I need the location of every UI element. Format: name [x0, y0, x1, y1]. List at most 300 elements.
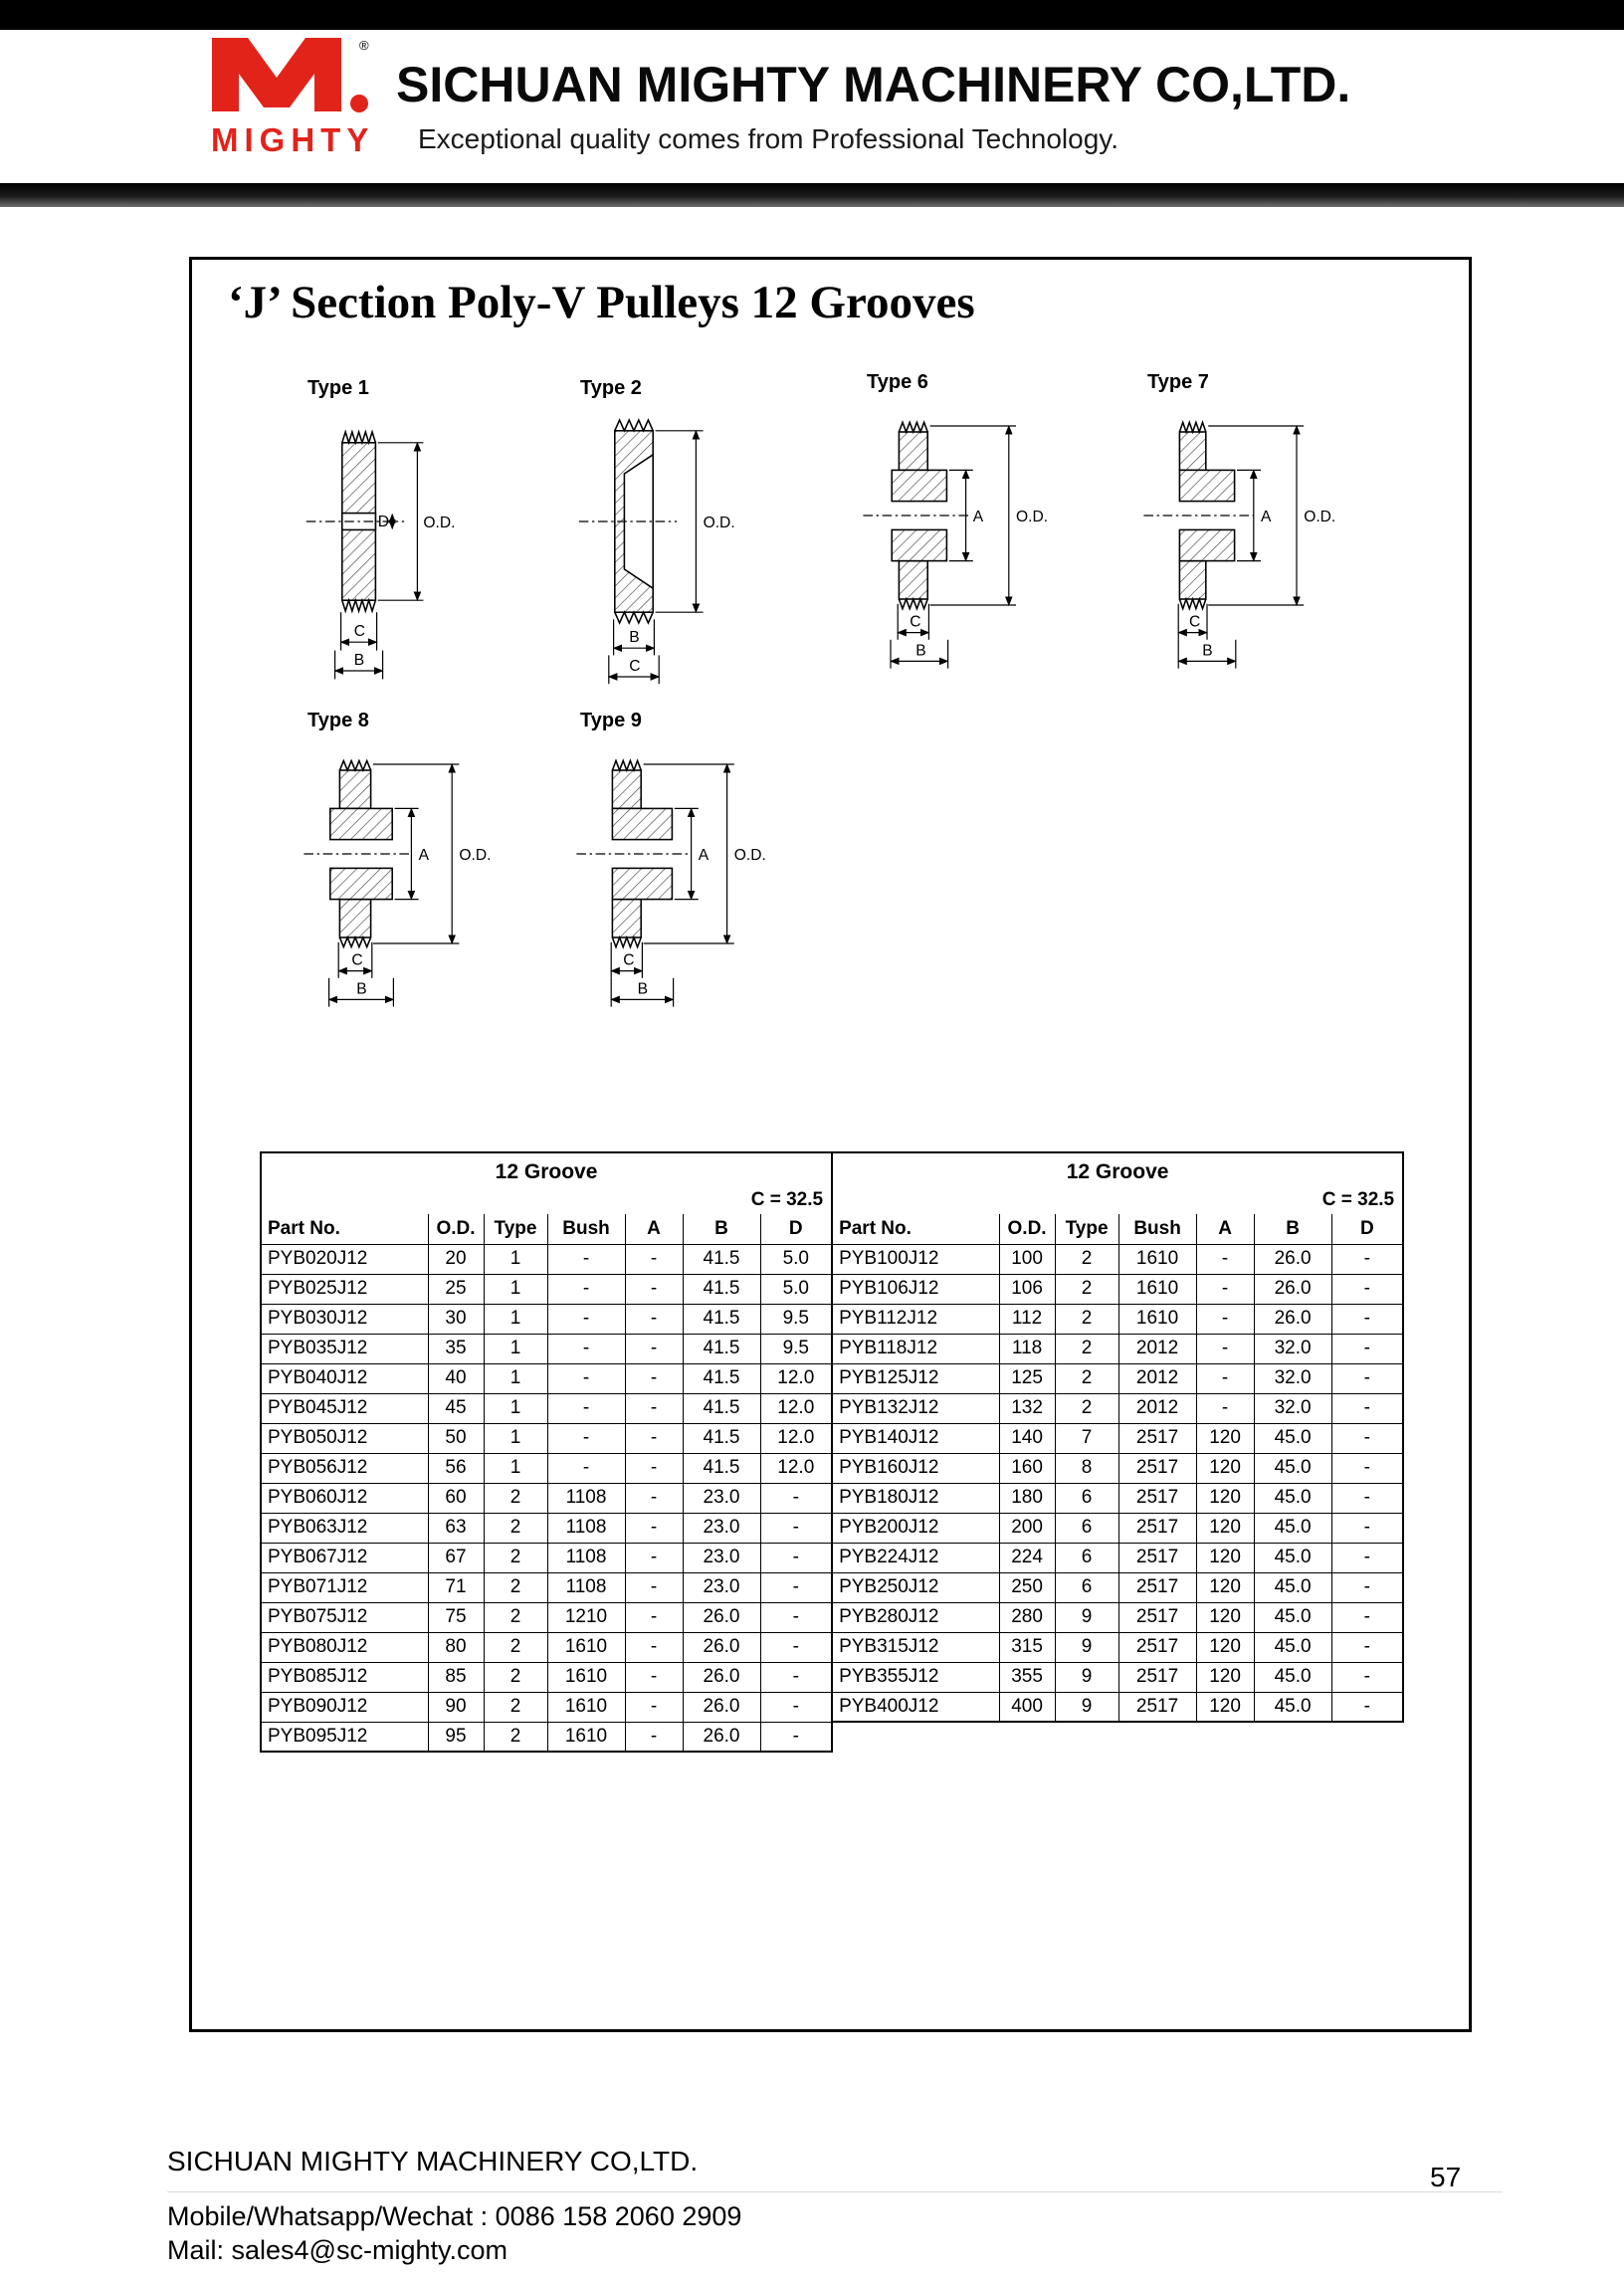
table-cell: 41.5	[683, 1304, 760, 1334]
group-header: 12 Groove	[495, 1159, 598, 1183]
table-cell: 45.0	[1254, 1572, 1331, 1602]
table-cell: 41.5	[683, 1244, 760, 1274]
table-cell: PYB063J12	[261, 1513, 428, 1543]
table-cell: 63	[428, 1513, 484, 1543]
table-cell: 26.0	[683, 1692, 760, 1722]
table-cell: -	[547, 1304, 625, 1334]
dim-c-label: C	[353, 623, 366, 641]
table-cell: 120	[1196, 1513, 1254, 1543]
dim-a-label: A	[418, 847, 430, 864]
table-cell: PYB095J12	[261, 1722, 428, 1752]
table-column-header-row	[261, 1214, 832, 1244]
table-cell: 160	[999, 1453, 1055, 1483]
table-cell: 40	[428, 1363, 484, 1393]
table-cell: 250	[999, 1572, 1055, 1602]
table-cell: -	[625, 1662, 683, 1692]
table-cell: 2	[484, 1513, 547, 1543]
table-row	[261, 1244, 832, 1274]
column-header: Type	[1055, 1214, 1118, 1244]
table-cell: PYB020J12	[261, 1244, 428, 1274]
table-cell: 120	[1196, 1423, 1254, 1453]
table-cell: 85	[428, 1662, 484, 1692]
top-black-bar	[0, 0, 1624, 30]
diagram-type-9-label: Type 9	[580, 710, 642, 731]
company-name: SICHUAN MIGHTY MACHINERY CO,LTD.	[396, 57, 1351, 112]
table-cell: 120	[1196, 1632, 1254, 1662]
diagram-type-2-label: Type 2	[580, 377, 642, 399]
group-header: 12 Groove	[1066, 1159, 1169, 1183]
table-cell: 26.0	[683, 1662, 760, 1692]
table-cell: PYB090J12	[261, 1692, 428, 1722]
table-cell: 120	[1196, 1453, 1254, 1483]
table-cell: 2	[484, 1632, 547, 1662]
table-cell: 75	[428, 1602, 484, 1632]
table-row	[832, 1363, 1403, 1393]
table-cell: PYB400J12	[832, 1692, 999, 1722]
table-cell: -	[1331, 1692, 1403, 1722]
table-cell: 23.0	[683, 1543, 760, 1572]
table-cell: 5.0	[760, 1244, 832, 1274]
dim-c-label: C	[629, 658, 641, 675]
table-cell: PYB085J12	[261, 1662, 428, 1692]
dim-a-label: A	[972, 509, 984, 525]
table-cell: 32.0	[1254, 1393, 1331, 1423]
table-cell: 45.0	[1254, 1692, 1331, 1722]
table-cell: 41.5	[683, 1423, 760, 1453]
table-cell: 2	[484, 1692, 547, 1722]
table-cell: -	[547, 1423, 625, 1453]
dim-a-label: A	[698, 847, 710, 864]
table-cell: -	[625, 1543, 683, 1572]
column-header: O.D.	[999, 1214, 1055, 1244]
table-cell: 6	[1055, 1513, 1118, 1543]
table-cell: 9.5	[760, 1304, 832, 1334]
table-cell: -	[1331, 1483, 1403, 1513]
table-cell: -	[547, 1363, 625, 1393]
table-cell: 45.0	[1254, 1543, 1331, 1572]
table-cell: 12.0	[760, 1453, 832, 1483]
table-cell: 2517	[1118, 1453, 1196, 1483]
table-cell: PYB040J12	[261, 1363, 428, 1393]
table-row	[261, 1334, 832, 1363]
footer-company: SICHUAN MIGHTY MACHINERY CO,LTD.	[167, 2146, 699, 2176]
table-group-header-row	[261, 1152, 832, 1186]
table-cell: 224	[999, 1543, 1055, 1572]
diagram-type-2	[562, 377, 801, 706]
table-cell: -	[625, 1423, 683, 1453]
dim-c-label: C	[351, 951, 363, 969]
table-cell: -	[760, 1632, 832, 1662]
table-cell: 1210	[547, 1602, 625, 1632]
table-cell: 120	[1196, 1543, 1254, 1572]
mighty-logo-icon	[204, 32, 378, 116]
table-cell: 132	[999, 1393, 1055, 1423]
table-cell: 1	[484, 1453, 547, 1483]
table-cell: 1108	[547, 1572, 625, 1602]
page-number: 57	[1430, 2162, 1462, 2192]
table-row	[261, 1722, 832, 1752]
table-cell: -	[760, 1692, 832, 1722]
dim-b-label: B	[353, 652, 365, 669]
table-cell: -	[625, 1304, 683, 1334]
table-cell: 26.0	[683, 1602, 760, 1632]
table-cell: -	[1331, 1602, 1403, 1632]
table-cell: 2517	[1118, 1543, 1196, 1572]
table-cell: 1610	[547, 1632, 625, 1662]
table-cell: 6	[1055, 1543, 1118, 1572]
table-cell: 2	[484, 1543, 547, 1572]
table-cell: 20	[428, 1244, 484, 1274]
table-cell: 41.5	[683, 1334, 760, 1363]
table-cell: 26.0	[1254, 1274, 1331, 1304]
table-cell: 2	[484, 1722, 547, 1752]
table-cell: -	[625, 1483, 683, 1513]
table-cell: PYB140J12	[832, 1423, 999, 1453]
table-cell: 1	[484, 1363, 547, 1393]
table-cell: 400	[999, 1692, 1055, 1722]
table-cell: -	[760, 1662, 832, 1692]
table-row	[261, 1274, 832, 1304]
table-cell: 60	[428, 1483, 484, 1513]
table-row	[261, 1602, 832, 1632]
table-cell: -	[760, 1572, 832, 1602]
table-cell: -	[1196, 1304, 1254, 1334]
table-cell: -	[760, 1513, 832, 1543]
content-frame	[189, 257, 1472, 2032]
registered-mark: ®	[359, 38, 369, 53]
table-row	[261, 1543, 832, 1572]
table-cell: PYB071J12	[261, 1572, 428, 1602]
header-divider-bar	[0, 183, 1624, 207]
table-cell: 280	[999, 1602, 1055, 1632]
pulley-cross-section-type-9-drawing	[562, 734, 801, 1033]
table-cell: -	[625, 1334, 683, 1363]
table-cell: PYB100J12	[832, 1244, 999, 1274]
table-cell: -	[625, 1632, 683, 1662]
table-row	[832, 1453, 1403, 1483]
table-cell: PYB118J12	[832, 1334, 999, 1363]
table-cell: 50	[428, 1423, 484, 1453]
dim-od-label: O.D.	[459, 847, 492, 864]
table-row	[261, 1453, 832, 1483]
table-cell: 7	[1055, 1423, 1118, 1453]
table-cell: -	[547, 1453, 625, 1483]
table-cell: PYB030J12	[261, 1304, 428, 1334]
table-cell: 25	[428, 1274, 484, 1304]
table-cell: 56	[428, 1453, 484, 1483]
table-cell: 180	[999, 1483, 1055, 1513]
table-cell: 1	[484, 1274, 547, 1304]
table-row	[261, 1483, 832, 1513]
dim-b-label: B	[629, 629, 640, 647]
table-cell: 2012	[1118, 1393, 1196, 1423]
table-cell: -	[625, 1244, 683, 1274]
table-cell: 1	[484, 1393, 547, 1423]
table-cell: 120	[1196, 1692, 1254, 1722]
table-cell: 2517	[1118, 1632, 1196, 1662]
column-header: B	[683, 1214, 760, 1244]
table-cell: 140	[999, 1423, 1055, 1453]
table-cell: PYB075J12	[261, 1602, 428, 1632]
c-note: C = 32.5	[750, 1189, 824, 1210]
footer-mail: Mail: sales4@sc-mighty.com	[167, 2235, 508, 2265]
table-row	[832, 1632, 1403, 1662]
table-c-note-row	[261, 1186, 832, 1214]
table-row	[832, 1513, 1403, 1543]
diagram-type-9	[562, 710, 801, 1038]
column-header: Bush	[1118, 1214, 1196, 1244]
dim-od-label: O.D.	[1304, 509, 1336, 525]
table-cell: PYB250J12	[832, 1572, 999, 1602]
table-row	[261, 1304, 832, 1334]
table-cell: PYB355J12	[832, 1662, 999, 1692]
table-cell: 2	[1055, 1274, 1118, 1304]
table-row	[832, 1274, 1403, 1304]
table-cell: 26.0	[683, 1632, 760, 1662]
table-cell: 1610	[1118, 1244, 1196, 1274]
table-cell: PYB025J12	[261, 1274, 428, 1304]
table-cell: -	[547, 1274, 625, 1304]
table-cell: PYB112J12	[832, 1304, 999, 1334]
table-cell: 2	[1055, 1334, 1118, 1363]
table-cell: PYB106J12	[832, 1274, 999, 1304]
table-cell: 100	[999, 1244, 1055, 1274]
table-cell: -	[1196, 1363, 1254, 1393]
table-cell: PYB067J12	[261, 1543, 428, 1572]
table-cell: 1610	[547, 1722, 625, 1752]
table-row	[261, 1632, 832, 1662]
table-cell: 120	[1196, 1602, 1254, 1632]
table-cell: 95	[428, 1722, 484, 1752]
table-cell: PYB056J12	[261, 1453, 428, 1483]
table-cell: 1610	[1118, 1304, 1196, 1334]
table-cell: 23.0	[683, 1572, 760, 1602]
table-cell: 315	[999, 1632, 1055, 1662]
table-cell: 41.5	[683, 1363, 760, 1393]
table-column-header-row	[832, 1214, 1403, 1244]
column-header: Bush	[547, 1214, 625, 1244]
table-row	[261, 1662, 832, 1692]
table-row	[832, 1423, 1403, 1453]
table-cell: -	[760, 1483, 832, 1513]
table-cell: 9	[1055, 1602, 1118, 1632]
pulley-cross-section-type-8-drawing	[290, 734, 528, 1033]
table-cell: 45.0	[1254, 1453, 1331, 1483]
table-cell: -	[1196, 1393, 1254, 1423]
table-row	[261, 1363, 832, 1393]
dim-a-label: A	[1261, 509, 1272, 525]
table-row	[832, 1543, 1403, 1572]
table-cell: -	[1331, 1572, 1403, 1602]
table-cell: 1	[484, 1304, 547, 1334]
column-header: D	[760, 1214, 832, 1244]
dim-od-label: O.D.	[423, 515, 456, 531]
table-cell: PYB224J12	[832, 1543, 999, 1572]
table-cell: 2	[484, 1483, 547, 1513]
column-header: Part No.	[832, 1214, 999, 1244]
table-cell: 2	[484, 1572, 547, 1602]
dim-c-label: C	[623, 951, 635, 969]
table-cell: 41.5	[683, 1274, 760, 1304]
table-cell: 71	[428, 1572, 484, 1602]
table-cell: -	[1331, 1513, 1403, 1543]
table-cell: -	[1331, 1274, 1403, 1304]
table-cell: -	[1331, 1662, 1403, 1692]
table-cell: -	[1331, 1393, 1403, 1423]
table-row	[261, 1692, 832, 1722]
table-row	[832, 1304, 1403, 1334]
table-cell: -	[625, 1393, 683, 1423]
logo-text: MIGHTY	[211, 121, 375, 158]
table-cell: 106	[999, 1274, 1055, 1304]
table-cell: 1	[484, 1244, 547, 1274]
table-row	[832, 1662, 1403, 1692]
table-cell: -	[1196, 1274, 1254, 1304]
table-cell: 9	[1055, 1692, 1118, 1722]
table-cell: 26.0	[1254, 1244, 1331, 1274]
table-cell: PYB280J12	[832, 1602, 999, 1632]
table-cell: 41.5	[683, 1453, 760, 1483]
table-cell: 1	[484, 1334, 547, 1363]
dim-b-label: B	[356, 980, 367, 998]
table-cell: -	[625, 1692, 683, 1722]
table-cell: 45.0	[1254, 1513, 1331, 1543]
table-cell: 23.0	[683, 1513, 760, 1543]
table-cell: -	[1196, 1334, 1254, 1363]
table-cell: 120	[1196, 1662, 1254, 1692]
table-cell: 355	[999, 1662, 1055, 1692]
table-cell: 45.0	[1254, 1483, 1331, 1513]
table-cell: -	[625, 1722, 683, 1752]
table-row	[832, 1483, 1403, 1513]
dim-od-label: O.D.	[733, 847, 766, 864]
table-cell: -	[760, 1543, 832, 1572]
table-cell: 1610	[1118, 1274, 1196, 1304]
table-cell: 6	[1055, 1483, 1118, 1513]
table-cell: 125	[999, 1363, 1055, 1393]
table-cell: -	[625, 1363, 683, 1393]
table-cell: 2012	[1118, 1334, 1196, 1363]
table-cell: 1610	[547, 1662, 625, 1692]
table-cell: 2	[1055, 1393, 1118, 1423]
dim-d-label: D	[377, 513, 390, 530]
table-cell: 8	[1055, 1453, 1118, 1483]
footer-mobile: Mobile/Whatsapp/Wechat : 0086 158 2060 2909	[167, 2201, 742, 2231]
table-cell: -	[760, 1722, 832, 1752]
table-cell: 5.0	[760, 1274, 832, 1304]
table-group-header-row	[832, 1152, 1403, 1186]
table-cell: PYB180J12	[832, 1483, 999, 1513]
table-row	[832, 1393, 1403, 1423]
table-cell: 12.0	[760, 1393, 832, 1423]
table-cell: -	[1331, 1334, 1403, 1363]
table-cell: 23.0	[683, 1483, 760, 1513]
diagram-type-7-label: Type 7	[1147, 371, 1209, 393]
table-cell: 1610	[547, 1692, 625, 1722]
table-cell: 1108	[547, 1483, 625, 1513]
table-cell: 12.0	[760, 1423, 832, 1453]
dim-b-label: B	[915, 642, 926, 660]
logo-dot	[350, 95, 368, 112]
table-cell: PYB045J12	[261, 1393, 428, 1423]
table-row	[261, 1513, 832, 1543]
table-cell: 2517	[1118, 1513, 1196, 1543]
table-cell: 2517	[1118, 1602, 1196, 1632]
table-cell: 2517	[1118, 1572, 1196, 1602]
table-row	[261, 1393, 832, 1423]
table-cell: -	[1331, 1543, 1403, 1572]
table-cell: 2517	[1118, 1662, 1196, 1692]
table-cell: 67	[428, 1543, 484, 1572]
table-cell: 1108	[547, 1513, 625, 1543]
pulley-cross-section-type-2-drawing	[562, 402, 801, 701]
table-cell: -	[1331, 1632, 1403, 1662]
table-cell: -	[1331, 1423, 1403, 1453]
table-cell: 2	[484, 1662, 547, 1692]
specification-tables	[260, 1151, 1404, 1753]
table-cell: 9.5	[760, 1334, 832, 1363]
company-tagline: Exceptional quality comes from Professional Technology.	[418, 123, 1118, 154]
table-cell: PYB125J12	[832, 1363, 999, 1393]
table-row	[832, 1692, 1403, 1722]
table-cell: 120	[1196, 1483, 1254, 1513]
table-cell: -	[547, 1393, 625, 1423]
column-header: O.D.	[428, 1214, 484, 1244]
table-cell: 35	[428, 1334, 484, 1363]
diagram-type-7	[1129, 371, 1368, 700]
table-cell: 32.0	[1254, 1363, 1331, 1393]
diagram-type-8-label: Type 8	[307, 710, 369, 731]
column-header: B	[1254, 1214, 1331, 1244]
table-cell: PYB132J12	[832, 1393, 999, 1423]
table-cell: PYB035J12	[261, 1334, 428, 1363]
column-header: Type	[484, 1214, 547, 1244]
table-cell: 12.0	[760, 1363, 832, 1393]
table-cell: 118	[999, 1334, 1055, 1363]
table-cell: PYB080J12	[261, 1632, 428, 1662]
dim-od-label: O.D.	[703, 515, 735, 531]
table-cell: PYB060J12	[261, 1483, 428, 1513]
pulley-cross-section-type-1-drawing	[290, 402, 528, 701]
table-cell: -	[1196, 1244, 1254, 1274]
column-header: A	[625, 1214, 683, 1244]
pulley-cross-section-type-6-drawing	[849, 396, 1088, 695]
table-cell: PYB200J12	[832, 1513, 999, 1543]
table-cell: -	[547, 1334, 625, 1363]
table-cell: 2517	[1118, 1423, 1196, 1453]
table-cell: 45.0	[1254, 1662, 1331, 1692]
table-cell: 2	[1055, 1244, 1118, 1274]
table-cell: -	[1331, 1304, 1403, 1334]
table-row	[832, 1244, 1403, 1274]
table-cell: -	[760, 1602, 832, 1632]
diagram-type-6	[849, 371, 1088, 700]
footer-divider	[167, 2191, 1503, 2192]
diagram-type-8	[290, 710, 528, 1038]
diagram-type-1	[290, 377, 528, 706]
table-cell: 9	[1055, 1662, 1118, 1692]
pulley-cross-section-type-7-drawing	[1129, 396, 1368, 695]
table-cell: 1108	[547, 1543, 625, 1572]
dim-b-label: B	[1202, 642, 1213, 660]
table-cell: 26.0	[683, 1722, 760, 1752]
table-cell: 9	[1055, 1632, 1118, 1662]
table-cell: 45.0	[1254, 1423, 1331, 1453]
table-cell: 45.0	[1254, 1602, 1331, 1632]
table-cell: -	[625, 1602, 683, 1632]
pulley-table-right	[831, 1151, 1404, 1723]
table-cell: PYB160J12	[832, 1453, 999, 1483]
